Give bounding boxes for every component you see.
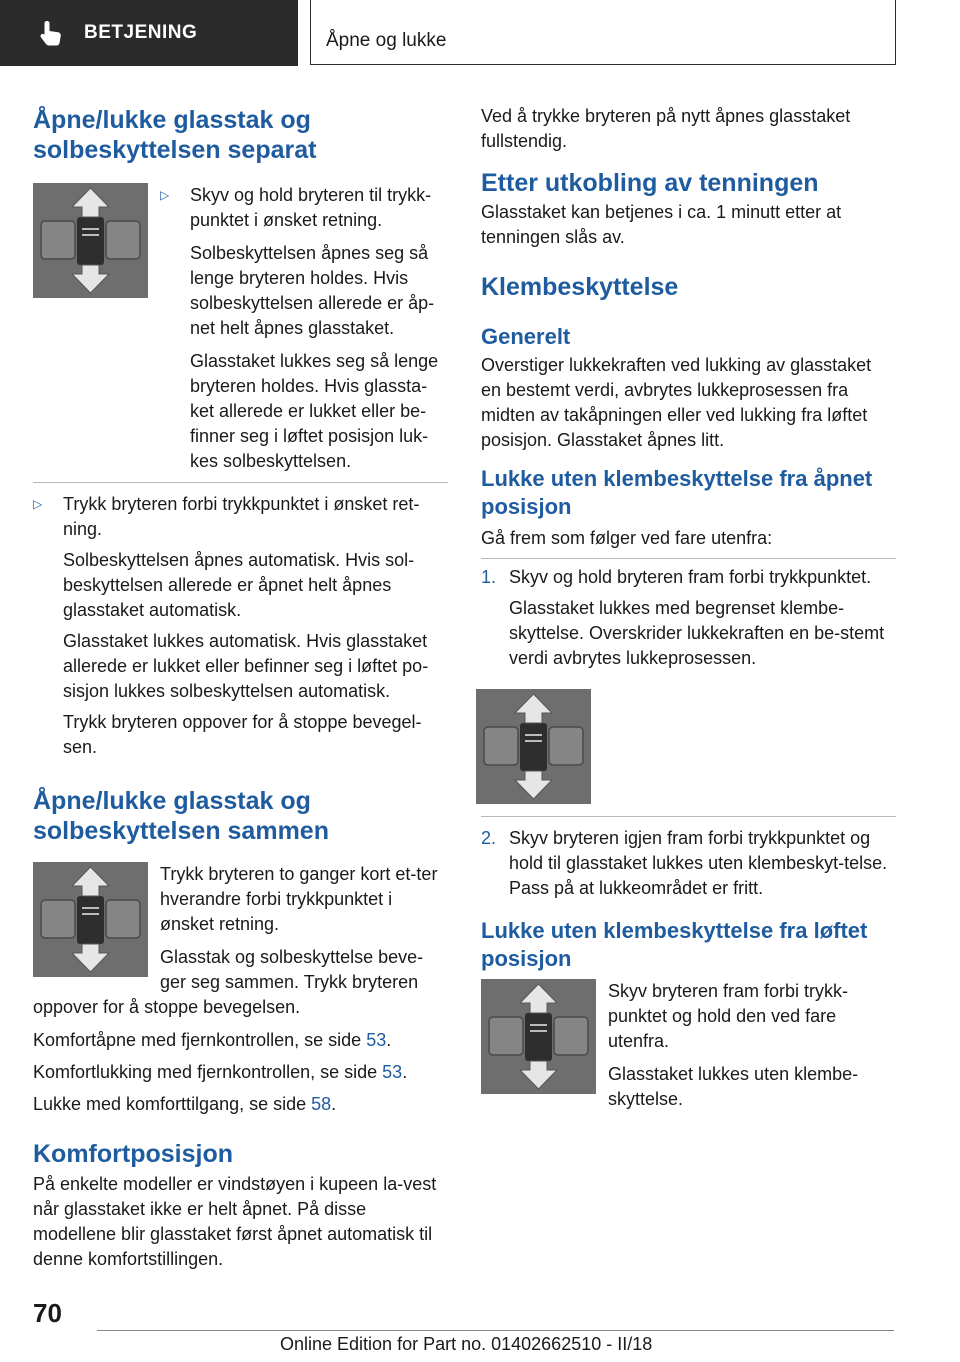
roof-switch-image [481,979,596,1094]
separat-bullet2-line3: Glasstaket lukkes automatisk. Hvis glasstaket allerede er lukket eller befinner seg i løftet po-sisjon lukkes solbeskyttelsen automatisk. [63,631,429,701]
apnet-text: Gå frem som følger ved fare utenfra: [481,528,773,548]
roof-switch-image [33,862,148,977]
roof-switch-image [476,689,591,804]
reference-line-3 [33,1092,448,1117]
page-link-53[interactable]: 53 [366,1030,387,1050]
heading-sammen: Åpne/lukke glasstak og solbeskyttelsen sammen [33,787,329,845]
generelt-text: Overstiger lukkekraften ved lukking av glasstaket en bestemt verdi, avbrytes lukkeprosessen fra midten av takåpningen eller ved lukking fra løftet posisjon. Glasstaket åpnes litt. [481,355,872,450]
etter-text: Glasstaket kan betjenes i ca. 1 minutt etter at tenningen slås av. [481,202,842,247]
separat-bullet1-line2: Solbeskyttelsen åpnes seg så lenge bryteren holdes. Hvis solbeskyttelsen allerede er åp-net helt åpnes glasstaket. [190,243,435,338]
heading-klembeskyttelse: Klembeskyttelse [481,273,679,301]
heading-generelt: Generelt [481,324,571,349]
reference-text: Lukke med komforttilgang, se side [33,1094,312,1114]
roof-switch-image [33,183,148,298]
separat-bullet1-line1: Skyv og hold bryteren til trykk-punktet i ønsket retning. [190,185,432,230]
intro-text: Ved å trykke bryteren på nytt åpnes glasstaket fullstendig. [481,106,851,151]
period: . [386,1030,392,1050]
step-number: 2. [481,828,497,848]
separat-bullet2-line2: Solbeskyttelsen åpnes automatisk. Hvis sol-beskyttelsen allerede er åpnet helt åpnes glasstaket automatisk. [63,550,415,620]
loftet-text2: Glasstaket lukkes uten klembe-skyttelse. [608,1064,859,1109]
heading-separat: Åpne/lukke glasstak og solbeskyttelsen separat [33,106,317,164]
right-column [481,100,896,1112]
heading-apnet-posisjon: Lukke uten klembeskyttelse fra åpnet posisjon [481,466,873,519]
heading-loftet-posisjon: Lukke uten klembeskyttelse fra løftet posisjon [481,918,868,971]
step1-detail: Glasstaket lukkes med begrenset klembe-skyttelse. Overskrider lukkekraften en be-stemt verdi avbrytes lukkeprosessen. [509,598,885,668]
separat-bullet1-line3: Glasstaket lukkes seg så lenge bryteren holdes. Hvis glassta-ket allerede er lukket eller be-finner seg i løftet posisjon luk-kes solbeskyttelsen. [190,351,439,471]
page-link-53[interactable]: 53 [382,1062,403,1082]
reference-line-2 [33,1060,448,1085]
page-link-58[interactable]: 58 [311,1094,332,1114]
footer-divider [97,1330,894,1331]
page-number: 70 [33,1298,62,1328]
heading-etter-utkobling: Etter utkobling av tenningen [481,169,819,197]
left-column [33,100,448,1272]
loftet-text1: Skyv bryteren fram forbi trykk-punktet og hold den ved fare utenfra. [608,981,849,1051]
chapter-title: Åpne og lukke [326,30,447,51]
step1-text: Skyv og hold bryteren fram forbi trykkpunktet. [509,567,872,587]
bullet-triangle-icon: ▷ [33,497,43,511]
bullet-triangle-icon: ▷ [160,188,170,202]
chapter-header [310,0,896,65]
sammen-text1: Trykk bryteren to ganger kort et-ter hverandre forbi trykkpunktet i ønsket retning. [160,864,438,934]
komfort-text: På enkelte modeller er vindstøyen i kupeen la-vest når glasstaket ikke er helt åpnet. På disse modellene blir glasstaket først åpnet automatisk til denne komfortstillingen. [33,1174,437,1269]
edition-note: Online Edition for Part no. 01402662510 - II/18 [280,1334,653,1354]
separat-bullet2-line1: Trykk bryteren forbi trykkpunktet i ønsket ret-ning. [63,494,420,539]
period: . [402,1062,408,1082]
reference-line-1 [33,1028,448,1053]
heading-komfortposisjon: Komfortposisjon [33,1140,233,1168]
separat-bullet2-line4: Trykk bryteren oppover for å stoppe bevegel-sen. [63,712,422,757]
reference-text: Komfortåpne med fjernkontrollen, se side [33,1030,367,1050]
section-label: BETJENING [84,22,198,43]
hand-pointer-icon [36,18,66,48]
reference-text: Komfortlukking med fjernkontrollen, se side [33,1062,383,1082]
period: . [331,1094,337,1114]
step2-text: Skyv bryteren igjen fram forbi trykkpunktet og hold til glasstaket lukkes uten klembeskyt-telse. Pass på at lukkeområdet er fritt. [509,828,888,898]
sammen-text2: Glasstak og solbeskyttelse beve-ger seg sammen. Trykk bryteren oppover for å stoppe bevegelsen. [33,947,424,1017]
step-number: 1. [481,567,497,587]
section-tab[interactable] [0,0,298,66]
